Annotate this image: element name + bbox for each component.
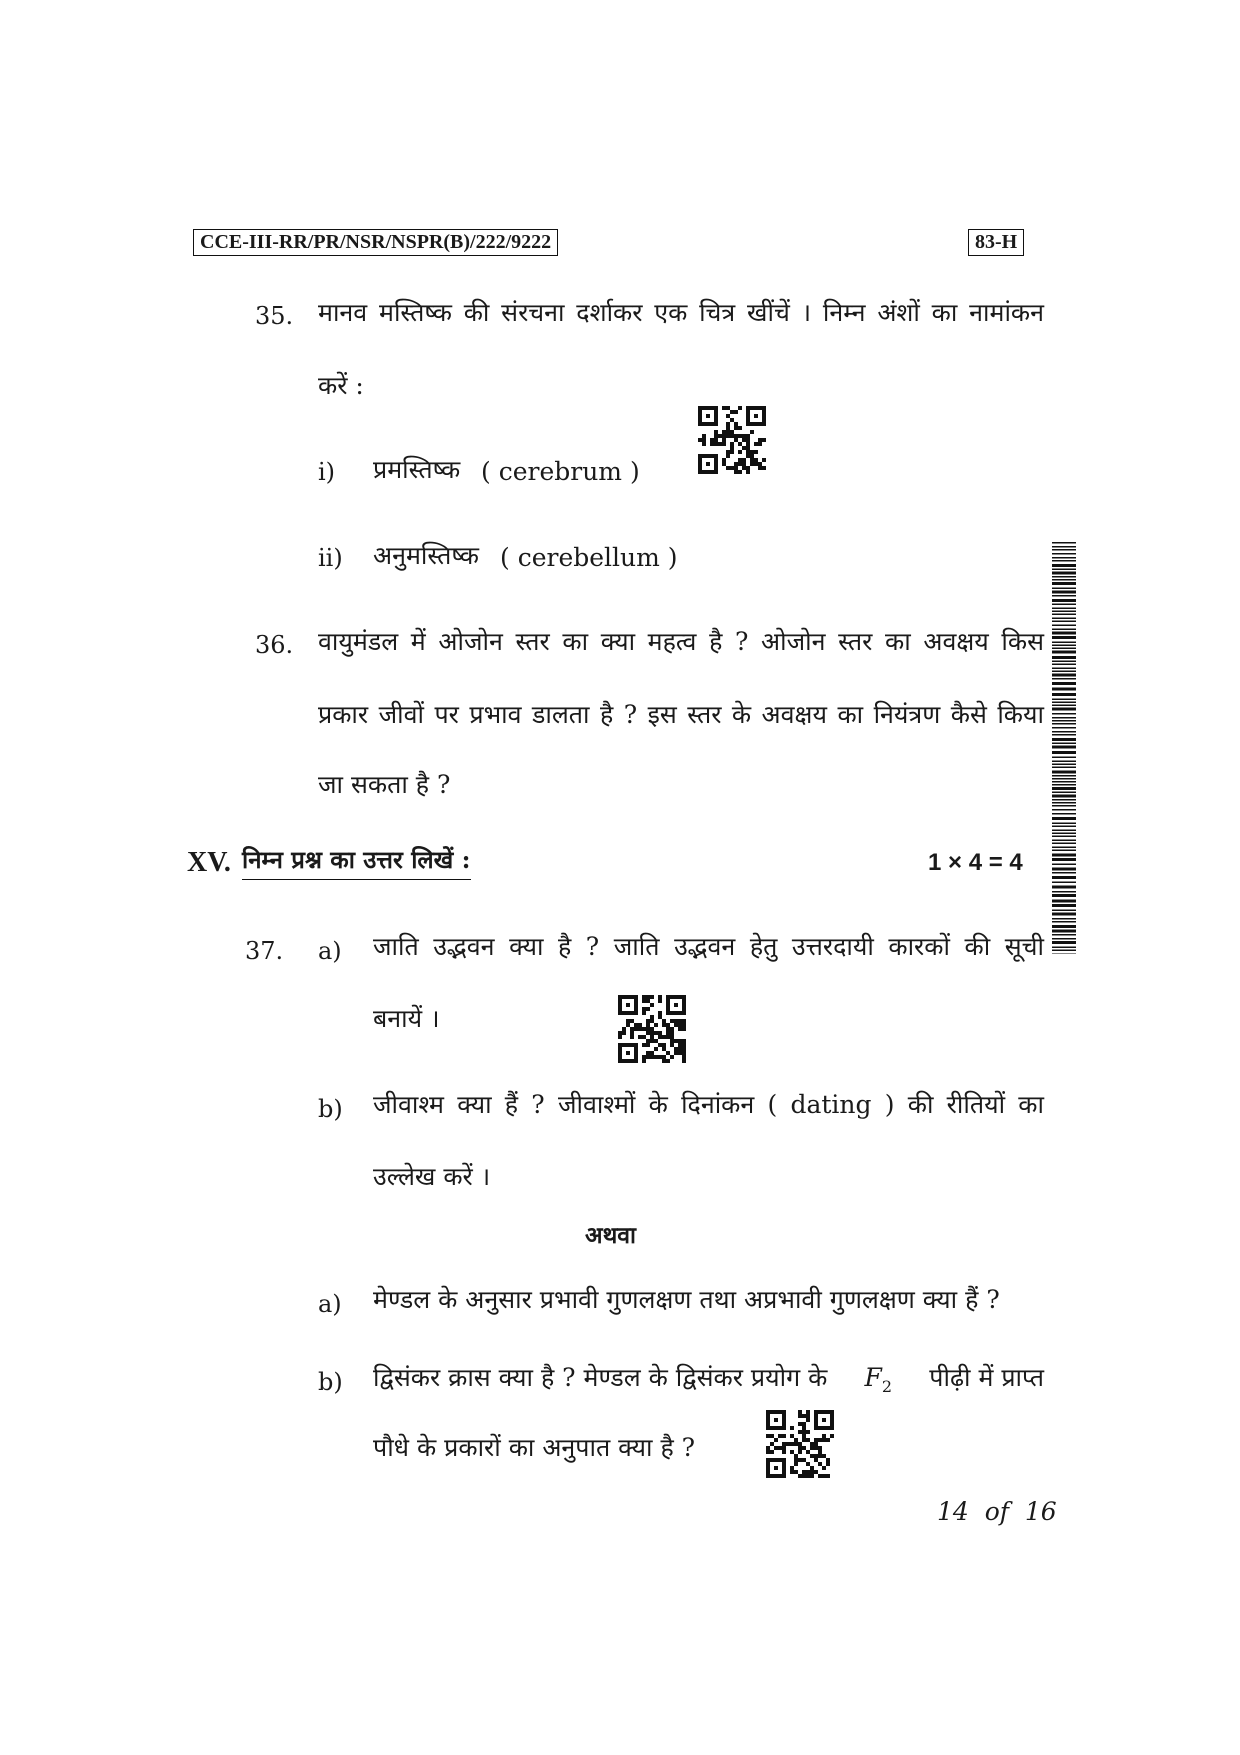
q37-or-b-line-1: [373, 1363, 1044, 1396]
q37-a-line-2: बनायें ।: [373, 1004, 440, 1033]
qr-code-1: [698, 406, 766, 474]
question-number-36: 36.: [255, 631, 294, 659]
q37-a-line-1: जाति उद्भवन क्या है ? जाति उद्भवन हेतु उत्तरदायी कारकों की सूची: [373, 932, 1044, 961]
q37-or-b-line-2: पौधे के प्रकारों का अनुपात क्या है ?: [373, 1433, 696, 1462]
q37-b-line-2: उल्लेख करें ।: [373, 1162, 491, 1191]
q37-b-line-1: जीवाश्म क्या हैं ? जीवाश्मों के दिनांकन ( dating ) की रीतियों का: [373, 1090, 1044, 1119]
qr-code-2: [618, 995, 686, 1063]
question-36-line-1: वायुमंडल में ओजोन स्तर का क्या महत्व है ? ओजोन स्तर का अवक्षय किस: [318, 627, 1044, 656]
question-number-35: 35.: [255, 302, 294, 330]
side-barcode: [1052, 542, 1076, 954]
item-i-hindi: प्रमस्तिष्क: [373, 455, 461, 484]
item-ii-hindi: अनुमस्तिष्क: [373, 541, 479, 570]
f-subscript: 2: [881, 1377, 893, 1396]
f-variable: F: [864, 1363, 882, 1392]
question-35-line-1: मानव मस्तिष्क की संरचना दर्शाकर एक चित्र खींचें । निम्न अंशों का नामांकन: [318, 298, 1044, 327]
item-i-english: ( cerebrum ): [481, 457, 640, 486]
item-label-i: i): [318, 458, 336, 486]
section-marks: 1 × 4 = 4: [928, 849, 1023, 876]
q37-or-a-line-1: मेण्डल के अनुसार प्रभावी गुणलक्षण तथा अप्रभावी गुणलक्षण क्या हैं ?: [373, 1285, 1000, 1314]
paper-code: 83-H: [968, 229, 1024, 256]
question-number-37: 37.: [245, 937, 284, 965]
f2-generation: [865, 1363, 893, 1396]
question-35-line-2: करें :: [318, 371, 364, 400]
page-number: 14 of 16: [937, 1497, 1057, 1526]
q37-a-label: a): [318, 937, 342, 965]
q37-or-b-line-1-post: पीढ़ी में प्राप्त: [929, 1363, 1044, 1392]
q37-or-a-label: a): [318, 1290, 342, 1318]
q37-b-label: b): [318, 1095, 343, 1123]
item-ii-english: ( cerebellum ): [500, 543, 678, 572]
q37-or-b-label: b): [318, 1368, 343, 1396]
question-36-line-3: जा सकता है ?: [318, 770, 451, 799]
document-code: CCE-III-RR/PR/NSR/NSPR(B)/222/9222: [193, 229, 558, 256]
section-instruction: निम्न प्रश्न का उत्तर लिखें :: [242, 846, 471, 880]
qr-code-3: [766, 1410, 834, 1478]
question-36-line-2: प्रकार जीवों पर प्रभाव डालता है ? इस स्तर के अवक्षय का नियंत्रण कैसे किया: [318, 700, 1044, 729]
section-roman-numeral: XV.: [187, 847, 231, 878]
or-separator: अथवा: [585, 1222, 637, 1249]
item-label-ii: ii): [318, 544, 343, 572]
q37-or-b-line-1-pre: द्विसंकर क्रास क्या है ? मेण्डल के द्विसंकर प्रयोग के: [373, 1363, 828, 1392]
